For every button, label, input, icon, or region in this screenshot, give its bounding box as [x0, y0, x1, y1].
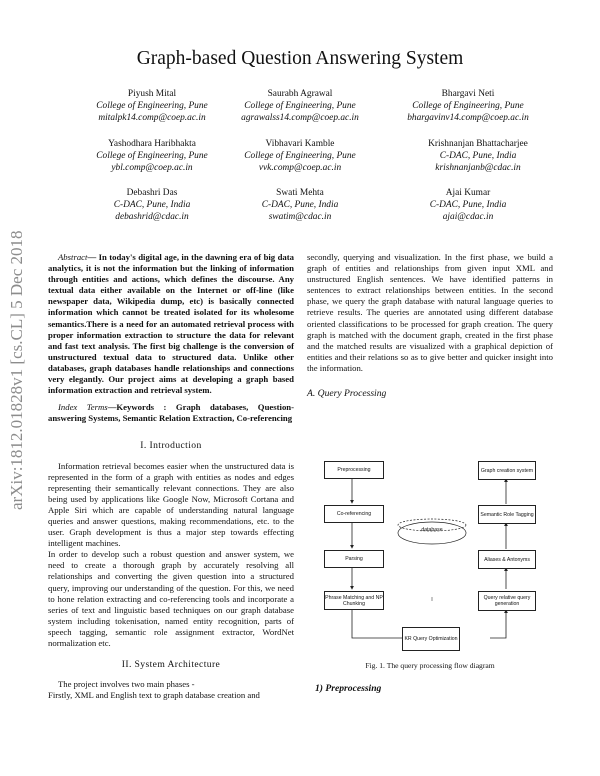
author-email: swatim@cdac.in	[268, 212, 332, 223]
author-affiliation: C-DAC, Pune, India	[429, 200, 507, 211]
author-affiliation: C-DAC, Pune, India	[113, 200, 191, 211]
author-name: Ajai Kumar	[445, 188, 491, 198]
box-graph-creation: Graph creation system	[478, 461, 536, 480]
author-affiliation: College of Engineering, Pune	[96, 101, 208, 112]
section-architecture-heading: II. System Architecture	[121, 659, 221, 671]
box-aliases-antonyms: Aliases & Antonyms	[478, 550, 536, 569]
author-affiliation: College of Engineering, Pune	[244, 101, 356, 112]
box-parsing: Parsing	[324, 550, 384, 568]
architecture-paragraph-3: secondly, querying and visualization. In the first phase, we build a graph of entities and relationships from given input XML and unstructured English sentences. We have identified patterns in sentences to extract relationships between entities. In the second phase, we query the graph database with natural language queries to retrieve results. The queries are annotated using different database oriented classifications to be processed for graph creation. The query graph is matched with the document graph, created in the first phase and the matched results are visualized with a graphical depiction of entities and their relations so as to give better and quicker insight into the information.	[307, 252, 553, 373]
index-terms-label: Index Terms	[58, 402, 108, 413]
box-preprocessing: Preprocessing	[324, 461, 384, 479]
database-label: database	[421, 527, 443, 533]
author-2	[210, 88, 390, 125]
abstract	[48, 252, 294, 396]
figure-caption: Fig. 1. The query processing flow diagram	[365, 661, 495, 670]
author-email: krishnanjanb@cdac.in	[435, 163, 521, 174]
architecture-paragraph-1: The project involves two main phases -	[58, 679, 195, 690]
box-coreferencing: Co-referencing	[324, 505, 384, 523]
author-8	[210, 187, 390, 224]
author-email: debashrid@cdac.in	[115, 212, 189, 223]
right-column	[307, 252, 553, 399]
left-column	[48, 252, 294, 701]
author-affiliation: College of Engineering, Pune	[244, 151, 356, 162]
author-name: Piyush Mital	[127, 89, 177, 99]
author-3	[378, 88, 558, 125]
author-6	[388, 138, 568, 175]
index-terms	[48, 402, 294, 424]
author-name: Vibhavari Kamble	[265, 139, 335, 149]
author-name: Yashodhara Haribhakta	[108, 139, 196, 149]
author-email: ajai@cdac.in	[442, 212, 494, 223]
abstract-label: Abstract	[58, 252, 88, 262]
subsubsection-preprocessing: 1) Preprocessing	[315, 683, 382, 694]
author-affiliation: College of Engineering, Pune	[412, 101, 524, 112]
intro-paragraph-2: In order to develop such a robust question and answer system, we need to create a thorough graph by accurately resolving all relationships and converting the given question into a structured query, improving our understanding of the question. For this, we need to hone relation extracting and co-referencing tools and incorporate a series of text and linguistic based techniques on our graph database system including tokenisation, named entity recognition, parts of speech tagging, semantic role assignment extractor, WordNet normalization etc.	[48, 549, 294, 648]
box-semantic-role-tagging: Semantic Role Tagging	[478, 505, 536, 524]
author-name: Saurabh Agrawal	[267, 89, 333, 99]
author-5	[210, 138, 390, 175]
author-name: Krishnanjan Bhattacharjee	[428, 139, 528, 149]
author-name: Debashri Das	[126, 188, 178, 198]
author-email: mitalpk14.comp@coep.ac.in	[98, 113, 206, 124]
query-processing-flow-diagram	[318, 451, 550, 655]
box-phrase-matching: Phrase Matching and NP Chunking	[324, 591, 384, 610]
index-terms-text: —Keywords : Graph databases, Question-answering Systems, Semantic Relation Extraction, Co-referencing	[48, 402, 295, 424]
section-introduction-heading: I. Introduction	[140, 440, 202, 452]
author-email: bhargavinv14.comp@coep.ac.in	[407, 113, 529, 124]
author-email: ybl.comp@coep.ac.in	[111, 163, 193, 174]
paper-title: Graph-based Question Answering System	[136, 48, 464, 69]
author-affiliation: College of Engineering, Pune	[96, 151, 208, 162]
author-9	[378, 187, 558, 224]
intro-paragraph-1: Information retrieval becomes easier when the unstructured data is represented in the form of a graph with entities as nodes and edges representing their semantically relevant connections. They are also being used by applications like Google Now, Microsoft Cortana and Apple Siri which are capable of understanding natural language queries and answer questions, making recommendations, etc. to the user. Graph development is thus a major step towards effecting intelligent machines.	[48, 460, 294, 549]
author-affiliation: C-DAC, Pune, India	[439, 151, 517, 162]
arxiv-identifier: arXiv:1812.01828v1 [cs.CL] 5 Dec 2018	[7, 230, 26, 510]
subsection-query-processing: A. Query Processing	[307, 388, 387, 400]
architecture-paragraph-2: Firstly, XML and English text to graph database creation and	[48, 690, 260, 701]
author-email: agrawalss14.comp@coep.ac.in	[241, 113, 359, 124]
author-email: vvk.comp@coep.ac.in	[258, 163, 342, 174]
author-name: Swati Mehta	[276, 188, 324, 198]
author-affiliation: C-DAC, Pune, India	[261, 200, 339, 211]
box-query-generation: Query relative query generation	[478, 591, 536, 611]
author-name: Bhargavi Neti	[441, 89, 495, 99]
abstract-text: — In today's digital age, in the dawning era of big data analytics, it is not the information but the linking of information through entities and actions, which defines the discourse. Any textual data either available on the Internet or off-line (like newspaper data, Wikipedia dump, etc) is basically connected information which cannot be treated isolated for its wholesome semantics.There is a need for an automated retrieval process with proper information extraction to structure the data for relevant and fast text analysis. The first big challenge is the conversion of unstructured textual data to structured data. Unlike other databases, graph databases handle relationships and connections very elegantly. Our project aims at developing a graph based information extraction and retrieval system.	[48, 252, 294, 396]
box-kr-query: KR Query Optimization	[402, 627, 460, 651]
